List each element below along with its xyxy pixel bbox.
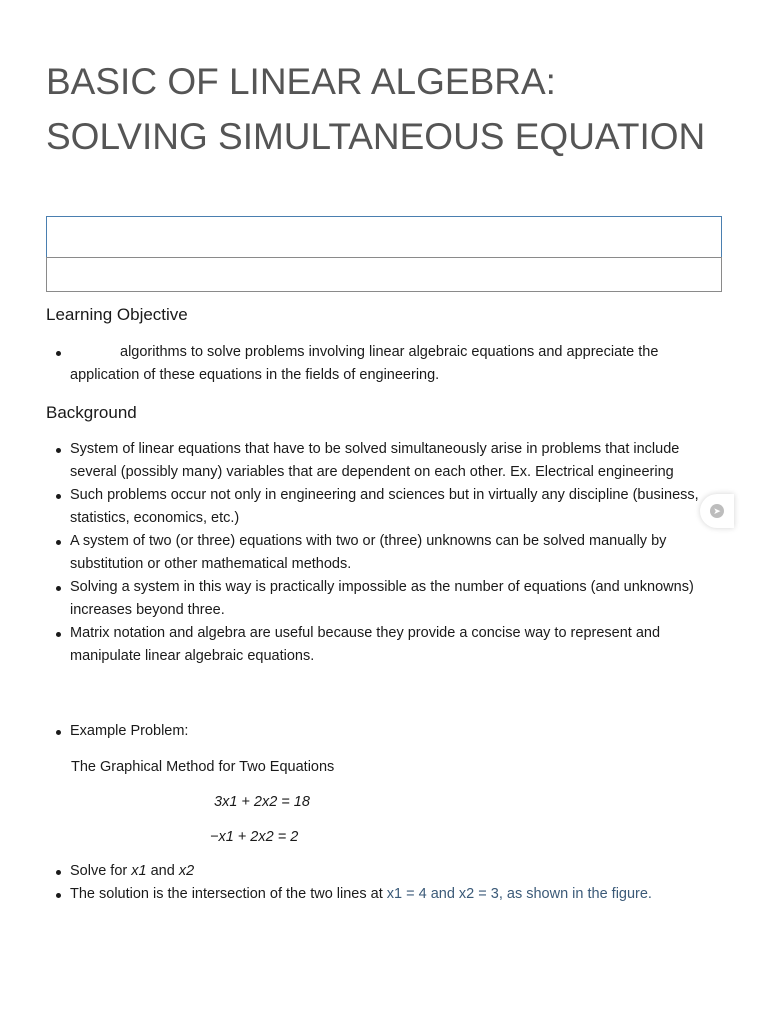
example-list [46, 720, 726, 743]
title-line-1: BASIC OF LINEAR ALGEBRA: [46, 61, 556, 102]
equation-1: 3x1 + 2x2 = 18 [214, 794, 310, 810]
title-line-2: SOLVING SIMULTANEOUS EQUATION [46, 116, 706, 157]
solve-var-1: x1 [131, 863, 147, 879]
list-item: Solving a system in this way is practically impossible as the number of equations (and unknowns) increases beyond three. [70, 576, 726, 622]
solution-item [70, 883, 726, 906]
solve-for-item [70, 860, 726, 883]
solve-prefix: Solve for [70, 863, 132, 879]
solve-and: and [146, 863, 179, 879]
side-widget-button[interactable] [700, 494, 734, 528]
solution-prefix: The solution is the intersection of the two lines at [70, 886, 387, 902]
example-problem-item: Example Problem: [70, 720, 726, 743]
background-list [46, 438, 726, 668]
solution-list [46, 860, 726, 906]
list-item: System of linear equations that have to be solved simultaneously arise in problems that include several (possibly many) variables that are dependent on each other. Ex. Electrical engineering [70, 438, 726, 484]
page-title [46, 54, 736, 164]
empty-subheader-box [46, 257, 722, 292]
solve-var-2: x2 [178, 863, 195, 879]
example-subtitle: The Graphical Method for Two Equations [71, 759, 335, 775]
arrow-circle-icon: ➤ [710, 504, 724, 518]
list-item [70, 341, 726, 387]
objective-text: algorithms to solve problems involving linear algebraic equations and appreciate the application of these equations in the fields of engineering. [70, 344, 659, 383]
learning-objective-heading: Learning Objective [46, 305, 188, 324]
solution-figure-link[interactable]: x1 = 4 and x2 = 3, as shown in the figure. [386, 886, 652, 902]
learning-objective-list [46, 341, 726, 387]
list-item: Matrix notation and algebra are useful because they provide a concise way to represent and manipulate linear algebraic equations. [70, 622, 726, 668]
list-item: A system of two (or three) equations with two or (three) unknowns can be solved manually by substitution or other mathematical methods. [70, 530, 726, 576]
equation-2: −x1 + 2x2 = 2 [210, 829, 299, 845]
list-item: Such problems occur not only in engineering and sciences but in virtually any discipline (business, statistics, economics, etc.) [70, 484, 726, 530]
background-heading: Background [46, 403, 137, 422]
empty-header-box [46, 216, 722, 258]
